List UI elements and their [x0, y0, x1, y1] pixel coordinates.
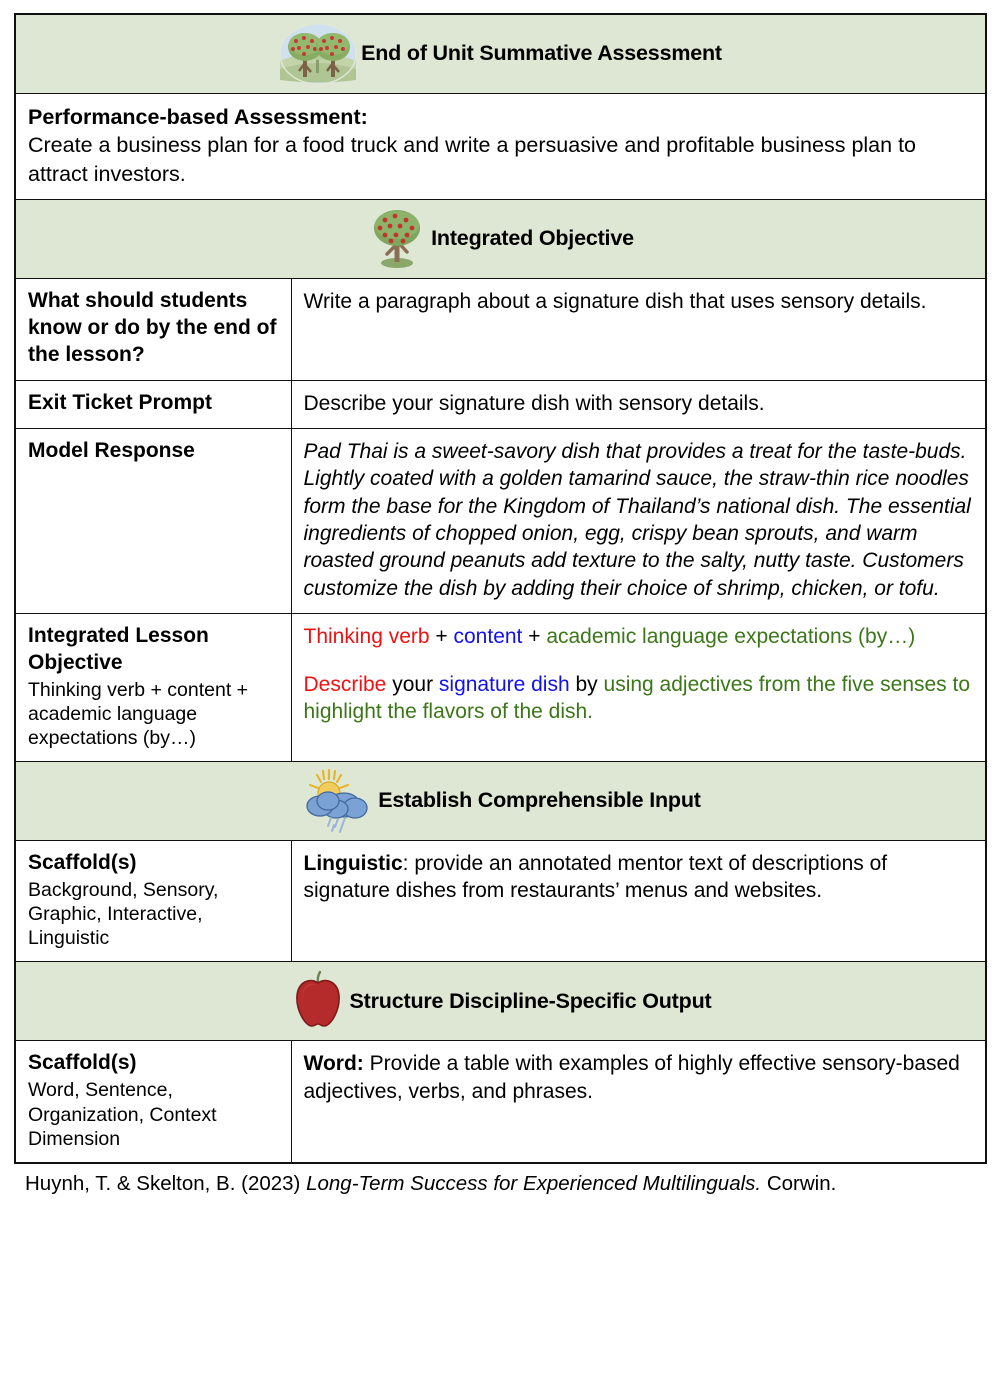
table-row-scaffolds-output — [15, 1041, 986, 1163]
section-header-summative-assessment — [15, 14, 986, 94]
table-row-performance-assessment — [15, 94, 986, 200]
row-body-cell — [291, 429, 986, 614]
example-content: signature dish — [438, 672, 570, 696]
orchard-trees-icon — [279, 23, 357, 85]
apple-tree-icon — [367, 208, 427, 270]
objective-formula-line — [304, 623, 974, 651]
objective-spacer — [304, 651, 974, 671]
scaffold-output-text — [304, 1050, 974, 1105]
example-connector-2: by — [569, 672, 604, 696]
row-body-text: Write a paragraph about a signature dish that uses sensory details. — [303, 290, 927, 314]
row-label-subtext: Word, Sentence, Organization, Context Dimension — [28, 1079, 217, 1150]
row-label-text: Integrated Lesson Objective — [28, 623, 209, 674]
scaffold-output-type: Word: — [303, 1052, 364, 1076]
source-citation — [14, 1171, 986, 1198]
table-row-integrated-lesson-objective — [15, 613, 986, 761]
scaffold-input-text — [304, 850, 974, 905]
row-label-subtext: Background, Sensory, Graphic, Interactive, Linguistic — [28, 878, 219, 950]
performance-assessment-text: Create a business plan for a food truck and write a persuasive and profitable business plan to attract investors. — [28, 133, 916, 186]
row-label-text: Exit Ticket Prompt — [28, 390, 212, 414]
table-row-model-response — [15, 429, 986, 614]
formula-plus-1: + — [429, 624, 454, 648]
row-body-cell — [291, 279, 986, 381]
row-body-cell — [291, 613, 986, 761]
table-row-learning-target — [15, 279, 986, 381]
row-body-cell — [291, 380, 986, 428]
objective-example-line — [304, 671, 974, 726]
scaffold-output-description: Provide a table with examples of highly effective sensory-based adjectives, verbs, and phrases. — [303, 1052, 960, 1103]
section-header-discipline-output — [15, 962, 986, 1041]
row-label-subtext: Thinking verb + content + academic language expectations (by…) — [28, 678, 249, 749]
row-label-cell — [15, 279, 291, 381]
row-body-text: Describe your signature dish with sensory details. — [303, 391, 765, 415]
example-academic-language: using adjectives from the five senses to highlight the flavors of the dish. — [303, 672, 971, 724]
formula-plus-2: + — [522, 624, 547, 648]
row-label-cell — [15, 613, 291, 761]
formula-thinking-verb: Thinking verb — [303, 624, 430, 648]
model-response-text: Pad Thai is a sweet-savory dish that provides a treat for the taste-buds. Lightly coated with a golden tamarind sauce, the straw-thin rice noodles form the base for the Kingdom of Thailand’s national dish. The essential ingredients of chopped onion, egg, crispy bean sprouts, and warm roasted ground peanuts add texture to the salty, nutty taste. Customers customize the dish by adding their choice of shrimp, chicken, or tofu. — [303, 440, 971, 600]
section-title-summative-assessment: End of Unit Summative Assessment — [361, 41, 722, 66]
instructional-framework-table — [14, 13, 987, 1164]
section-title-comprehensible-input: Establish Comprehensible Input — [378, 788, 701, 813]
example-thinking-verb: Describe — [303, 672, 387, 696]
formula-academic-language: academic language expectations (by…) — [546, 624, 916, 648]
scaffold-input-description: : provide an annotated mentor text of descriptions of signature dishes from restaurants’ menus and websites. — [303, 852, 888, 903]
table-row-exit-ticket-prompt — [15, 380, 986, 428]
section-title-integrated-objective: Integrated Objective — [431, 226, 634, 251]
citation-authors-year: Huynh, T. & Skelton, B. (2023) — [25, 1171, 301, 1195]
red-apple-icon — [290, 970, 346, 1032]
row-label-cell — [15, 429, 291, 614]
row-label-cell — [15, 841, 291, 962]
section-header-integrated-objective — [15, 200, 986, 279]
performance-assessment-heading: Performance-based Assessment: — [28, 105, 368, 129]
row-label-text: Scaffold(s) — [28, 851, 137, 875]
row-body-cell — [291, 841, 986, 962]
example-connector-1: your — [386, 672, 439, 696]
row-label-text: What should students know or do by the end of the lesson? — [28, 289, 277, 366]
formula-content: content — [453, 624, 523, 648]
row-body-cell — [291, 1041, 986, 1163]
scaffold-input-type: Linguistic — [303, 852, 403, 876]
row-label-cell — [15, 1041, 291, 1163]
sun-rain-cloud-icon — [300, 768, 374, 834]
row-label-text: Model Response — [28, 439, 195, 463]
citation-publisher: Corwin. — [766, 1171, 837, 1195]
section-title-discipline-output: Structure Discipline-Specific Output — [349, 988, 712, 1013]
section-header-comprehensible-input — [15, 762, 986, 841]
citation-title: Long-Term Success for Experienced Multilinguals. — [306, 1171, 762, 1195]
row-label-cell — [15, 380, 291, 428]
table-row-scaffolds-input — [15, 841, 986, 962]
row-label-text: Scaffold(s) — [28, 1051, 137, 1075]
